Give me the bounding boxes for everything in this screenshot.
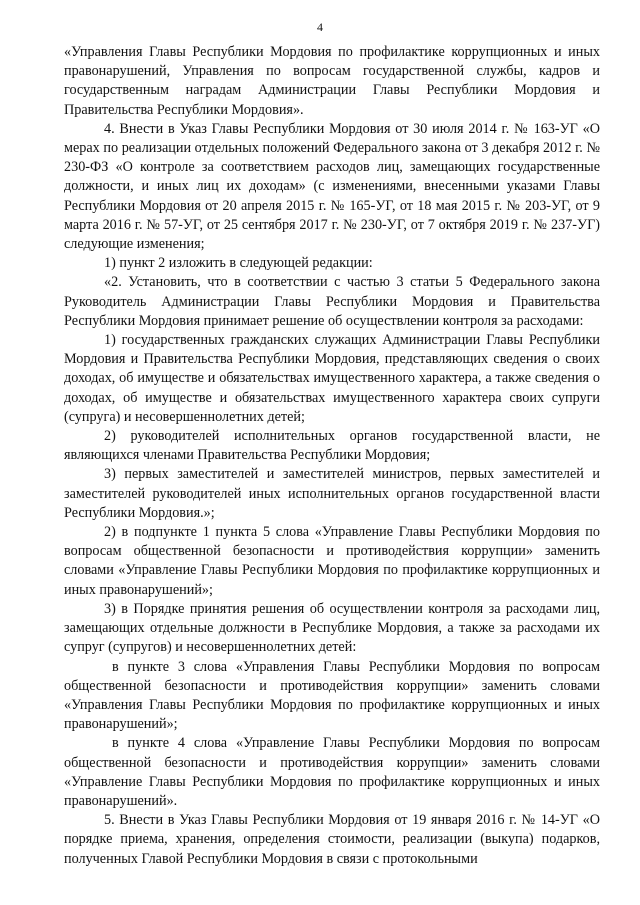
- paragraph: 2) в подпункте 1 пункта 5 слова «Управление Главы Республики Мордовия по вопросам общественной безопасности и противодействия коррупции» заменить словами «Управление Главы Республики Мордовия по профилактике коррупционных и иных правонарушений»;: [64, 524, 600, 598]
- paragraph: «Управления Главы Республики Мордовия по профилактике коррупционных и иных правонарушений, Управления по вопросам государственной службы, кадров и государственным наградам Администрации Главы Республики Мордовия и Правительства Республики Мордовия».: [64, 44, 600, 118]
- paragraph: 4. Внести в Указ Главы Республики Мордовия от 30 июля 2014 г. № 163-УГ «О мерах по реализации отдельных положений Федерального закона от 3 декабря 2012 г. № 230-ФЗ «О контроле за соответствием расходов лиц, замещающих государственные должности, и иных лиц их доходам» (с изменениями, внесенными указами Главы Республики Мордовия от 20 апреля 2015 г. № 165-УГ, от 18 мая 2015 г. № 203-УГ, от 9 марта 2016 г. № 57-УГ, от 25 сентября 2017 г. № 230-УГ, от 7 октября 2019 г. № 237-УГ) следующие изменения;: [64, 120, 600, 253]
- paragraph: 1) государственных гражданских служащих Администрации Главы Республики Мордовия и Правительства Республики Мордовия, представляющих сведения о своих доходах, об имуществе и обязательствах имущественного характера, а также сведения о доходах, об имуществе и обязательствах имущественного характера своих супруги (супруга) и несовершеннолетних детей;: [64, 332, 600, 425]
- document-body: [64, 43, 600, 869]
- paragraph: 5. Внести в Указ Главы Республики Мордовия от 19 января 2016 г. № 14-УГ «О порядке приема, хранения, определения стоимости, реализации (выкупа) подарков, полученных Главой Республики Мордовия в связи с протокольными: [64, 812, 600, 867]
- paragraph: 1) пункт 2 изложить в следующей редакции:: [104, 255, 373, 272]
- paragraph: в пункте 4 слова «Управление Главы Республики Мордовия по вопросам общественной безопасности и противодействия коррупции» заменить словами «Управление Главы Республики Мордовия по профилактике коррупционных и иных правонарушений».: [64, 735, 600, 809]
- paragraph: 3) первых заместителей и заместителей министров, первых заместителей и заместителей руководителей иных исполнительных органов государственной власти Республики Мордовия.»;: [64, 466, 600, 521]
- paragraph: 3) в Порядке принятия решения об осуществлении контроля за расходами лиц, замещающих отдельные должности в Республике Мордовия, а также за расходами их супруг (супругов) и несовершеннолетних детей:: [64, 600, 600, 656]
- paragraph: 2) руководителей исполнительных органов государственной власти, не являющихся членами Правительства Республики Мордовия;: [64, 428, 600, 464]
- paragraph: в пункте 3 слова «Управления Главы Республики Мордовия по вопросам общественной безопасности и противодействия коррупции» заменить словами «Управления Главы Республики Мордовия по профилактике коррупционных и иных правонарушений»;: [64, 658, 600, 733]
- paragraph: «2. Установить, что в соответствии с частью 3 статьи 5 Федерального закона Руководитель Администрации Главы Республики Мордовия и Правительства Республики Мордовия принимает решение об осуществлении контроля за расходами:: [64, 274, 600, 329]
- page-number: 4: [317, 20, 323, 34]
